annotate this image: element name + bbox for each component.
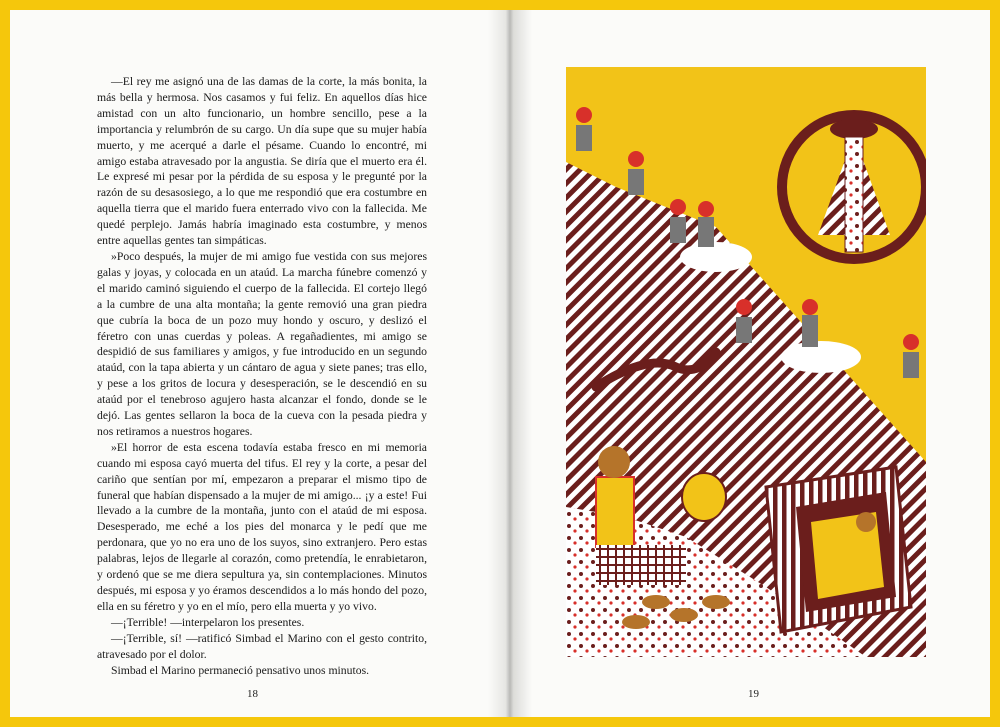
paragraph: —¡Terrible, sí! —ratificó Simbad el Marino con el gesto contrito, atravesado por el dolor. <box>97 631 427 661</box>
paragraph: »El horror de esta escena todavía estaba fresco en mi memoria cuando mi esposa cayó muerta del tifus. El rey y la corte, a pesar del cariño que sentían por mí, empezaron a preparar el mismo tipo de funeral que habían dispensado a la mujer de mi amigo... ¡y a este! Fui llevado a la cumbre de la montaña, junto con el ataúd de mi esposa. Desesperado, me eché a los pies del monarca y le pedí que me perdonara, que yo no era uno de los suyos, sino extranjero. Pero estas palabras, lejos de llegarle al corazón, como pretendía, le enrabietaron, y ordenó que se me diera sepultura ya, sin contemplaciones. Minutos después, mi esposa y yo éramos descendidos a lo más hondo del pozo, ella en su féretro y yo en el mío, pero ella muerta y yo vivo. <box>97 440 427 613</box>
paragraph: —¡Terrible! —interpelaron los presentes. <box>111 615 305 629</box>
coffin <box>766 467 911 632</box>
jug <box>682 473 726 521</box>
left-page <box>10 10 500 717</box>
circle-emblem <box>782 115 926 259</box>
story-text <box>97 74 427 678</box>
paragraph: —El rey me asignó una de las damas de la corte, la más bonita, la más bella y hermosa. Nos casamos y fui feliz. En aquellos días hice amistad con un alto funcionario, un hombre sencillo, pese a la importancia y relumbrón de su cargo. Un día supe que su mujer había muerto, y me acerqué a darle el pésame. Cuando lo encontré, mi amigo estaba atravesado por la angustia. Se diría que el muerto era él. Le expresé mi pesar por la pérdida de su esposa y le pregunté por la razón de su desasosiego, a lo que me respondió que era costumbre en aquella tierra que el marido fuera enterrado vivo con la fallecida. Me quedé perplejo. Jamás habría imaginado esta costumbre, y menos entre aquellas gentes tan simpáticas. <box>97 75 427 248</box>
right-page <box>500 10 990 717</box>
book-spread <box>10 10 990 717</box>
illustration <box>566 67 926 657</box>
paragraph: »Poco después, la mujer de mi amigo fue vestida con sus mejores galas y joyas, y colocada en un ataúd. La marcha fúnebre comenzó y el marido caminó siguiendo el cuerpo de la fallecida. El cortejo llegó a la cumbre de una alta montaña; la gente removió una gran piedra que cubría la boca de un pozo muy hondo y oscuro, y deslizó el féretro con unas cuerdas y poleas. A regañadientes, mi amigo se despidió de sus familiares y amigos, y fue introducido en un segundo ataúd, con la tapa abierta y un cántaro de agua y siete panes; tras ello, y pese a los gritos de locura y desesperación, se le descendió en su ataúd por el tenebroso agujero hasta alcanzar el fondo, donde se le dejó. Las gentes sellaron la boca de la cueva con la pesada piedra y nos retiramos a nuestros hogares. <box>97 249 427 438</box>
page-number-right: 19 <box>748 688 759 700</box>
paragraph: Simbad el Marino permaneció pensativo unos minutos. <box>111 663 370 677</box>
page-number-left: 18 <box>247 688 258 700</box>
